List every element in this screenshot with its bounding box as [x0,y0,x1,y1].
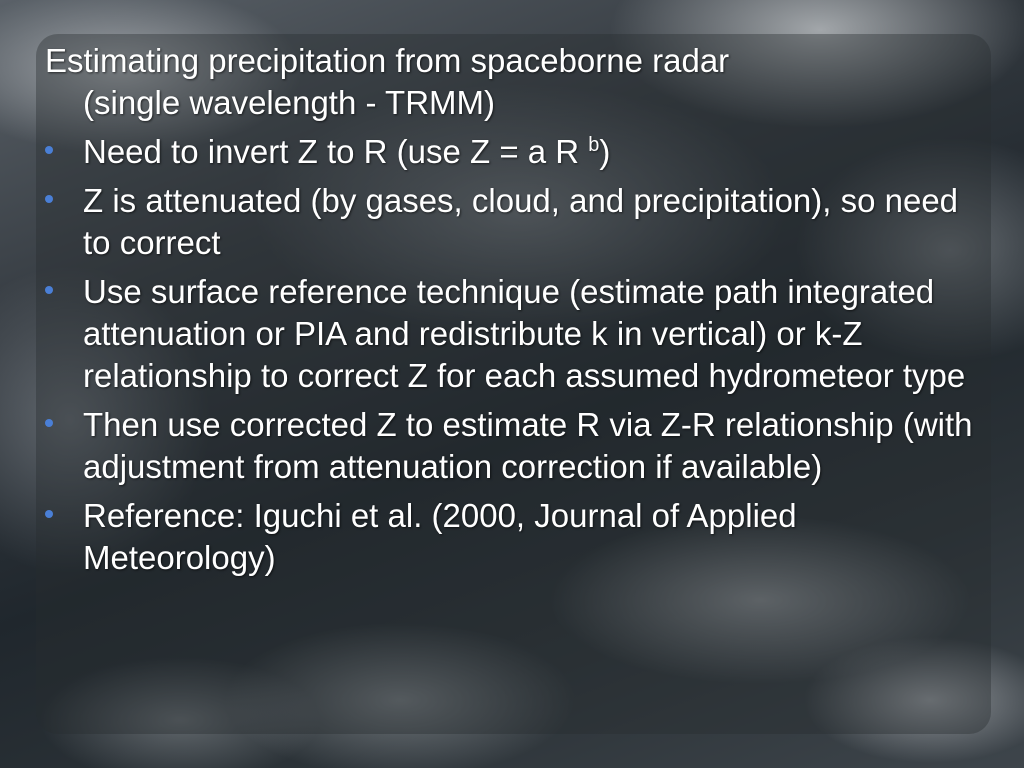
superscript-b: b [588,134,600,156]
bullet-item [45,404,975,488]
bullet-dot-icon [45,286,53,294]
bullet-text: Use surface reference technique (estimate path integrated attenuation or PIA and redistribute k in vertical) or k-Z relationship to correct Z for each assumed hydrometeor type [83,273,966,394]
bullet-dot-icon [45,419,53,427]
slide-heading [45,40,975,124]
bullet-item [45,131,975,173]
bullet-text: Reference: Iguchi et al. (2000, Journal of Applied Meteorology) [83,497,797,576]
bullet-item [45,180,975,264]
bullet-text-suffix: ) [599,133,611,170]
bullet-list [45,131,975,579]
heading-line-2: (single wavelength - TRMM) [83,84,496,121]
bullet-text: Then use corrected Z to estimate R via Z-R relationship (with adjustment from attenuation correction if available) [83,406,973,485]
slide-content [45,40,975,579]
bullet-dot-icon [45,195,53,203]
bullet-dot-icon [45,510,53,518]
heading-line-1: Estimating precipitation from spaceborne radar [45,42,730,79]
bullet-item [45,495,975,579]
bullet-dot-icon [45,146,53,154]
bullet-text: Need to invert Z to R (use Z = a R [83,133,589,170]
bullet-item [45,271,975,397]
bullet-text: Z is attenuated (by gases, cloud, and precipitation), so need to correct [83,182,959,261]
